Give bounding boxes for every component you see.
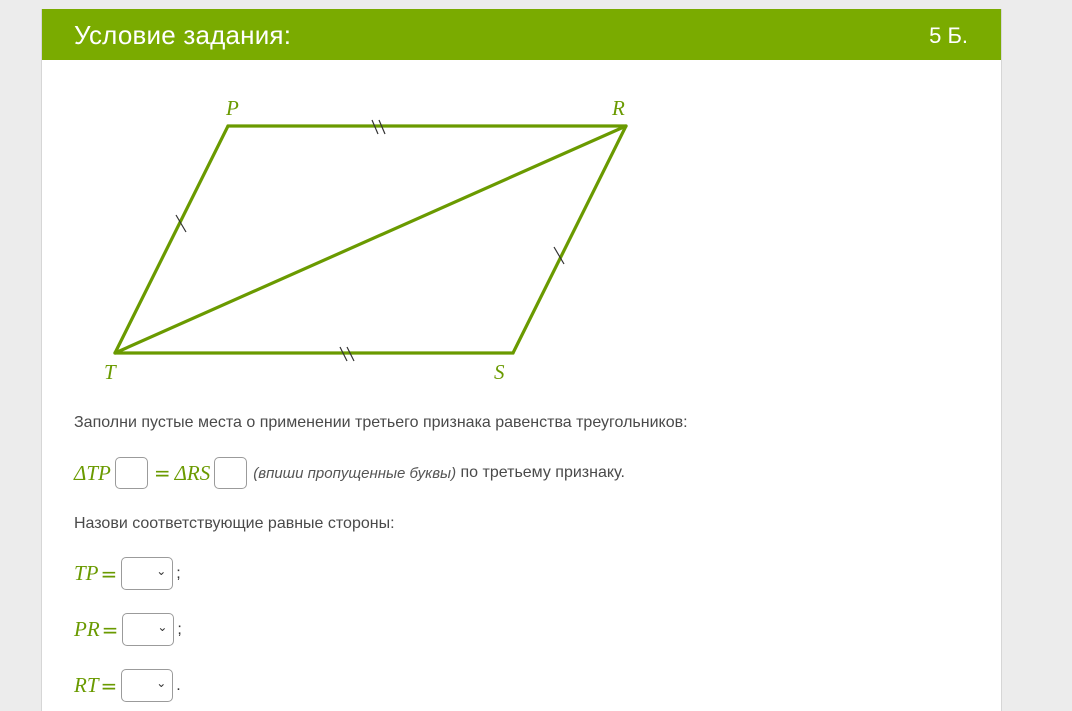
chevron-down-icon: ⌄: [157, 620, 168, 634]
answer-row-rt: [74, 669, 181, 702]
task-header: [42, 9, 1001, 60]
chevron-down-icon: ⌄: [156, 676, 167, 690]
rt-select[interactable]: [121, 669, 173, 702]
answer-row-pr: [74, 613, 182, 646]
blank-input-1[interactable]: [115, 457, 148, 489]
row-operator: =: [101, 617, 119, 642]
eq-left: ΔTP: [74, 460, 111, 485]
row-label: RT: [74, 673, 99, 697]
diagonal-tr: [115, 126, 626, 353]
row-label: PR: [74, 617, 100, 641]
instruction-text: Заполни пустые места о применении третьего признака равенства треугольников:: [74, 414, 688, 431]
row-operator: =: [100, 561, 118, 586]
vertex-r-label: R: [612, 96, 625, 120]
row-punct: .: [176, 676, 181, 694]
points-badge: 5 Б.: [929, 23, 968, 48]
row-label: TP: [74, 561, 99, 585]
blank-input-2[interactable]: [214, 457, 247, 489]
answer-row-tp: [74, 557, 181, 590]
after-hint-text: по третьему признаку.: [456, 464, 625, 481]
row-punct: ;: [177, 620, 182, 638]
eq-operator: =: [153, 461, 171, 485]
task-title: Условие задания:: [74, 20, 292, 50]
side-rs: [513, 126, 626, 353]
tp-select[interactable]: [121, 557, 173, 590]
task-card: [41, 9, 1002, 711]
pr-select[interactable]: [122, 613, 174, 646]
eq-right: ΔRS: [174, 460, 211, 485]
vertex-p-label: P: [226, 96, 239, 120]
row-punct: ;: [176, 564, 181, 582]
vertex-s-label: S: [494, 360, 505, 384]
equality-row: [74, 457, 625, 489]
sides-prompt: Назови соответствующие равные стороны:: [74, 515, 395, 532]
vertex-t-label: T: [104, 360, 116, 384]
row-operator: =: [100, 673, 118, 698]
chevron-down-icon: ⌄: [156, 564, 167, 578]
parallelogram-figure: [42, 60, 682, 400]
hint-text: (впиши пропущенные буквы): [253, 464, 457, 482]
side-tp: [115, 126, 228, 353]
